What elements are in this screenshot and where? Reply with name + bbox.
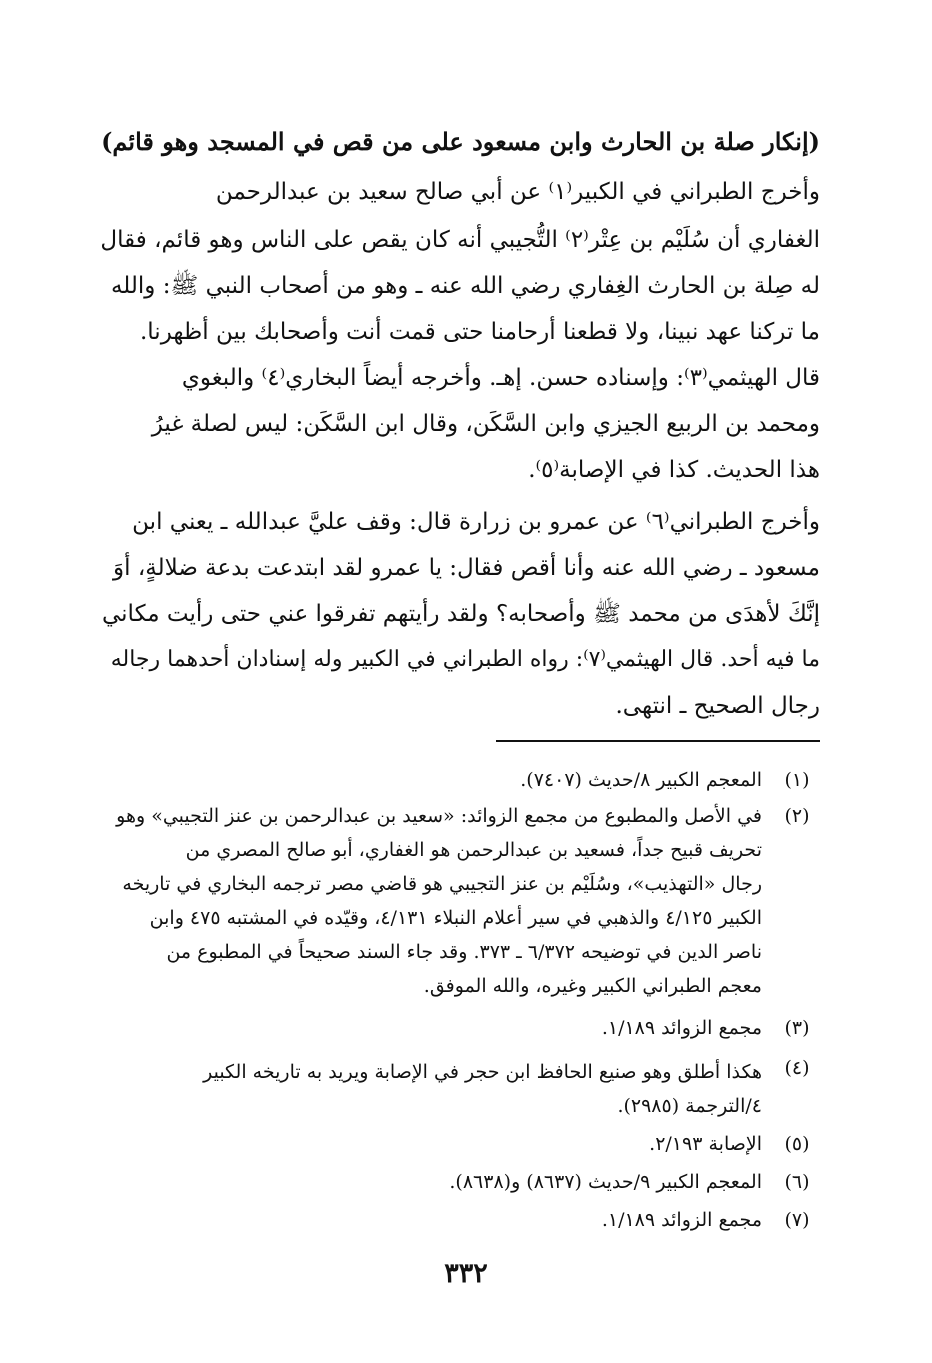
footnote-line: الكبير ٤/١٢٥ والذهبي في سير أعلام النبلاء ٤/١٣١، وقيّده في المشتبه ٤٧٥ وابن <box>149 907 762 929</box>
body-line: ما تركنا عهد نبينا، ولا قطعنا أرحامنا حتى قمت أنت وأصحابك بين أظهرنا. <box>139 319 820 345</box>
body-line: رجال الصحيح ـ انتهى. <box>615 693 820 719</box>
body-line: وأخرج الطبراني في الكبير⁽١⁾ عن أبي صالح سعيد بن عبدالرحمن <box>215 179 820 205</box>
footnote-number: (٦) <box>784 1171 810 1193</box>
body-line: مسعود ـ رضي الله عنه وأنا أقص فقال: يا عمرو لقد ابتدعت بدعة ضلالةٍ، أوَ <box>113 555 820 581</box>
body-line: وأخرج الطبراني⁽٦⁾ عن عمرو بن زرارة قال: وقف عليَّ عبدالله ـ يعني ابن <box>132 509 820 535</box>
section-heading: (إنكار صلة بن الحارث وابن مسعود على من قص في المسجد وهو قائم) <box>101 127 820 156</box>
footnote-line: المعجم الكبير ٩/حديث (٨٦٣٧) و(٨٦٣٨). <box>449 1171 762 1193</box>
footnote-line: في الأصل والمطبوع من مجمع الزوائد: «سعيد بن عبدالرحمن بن عنز التجيبي» وهو <box>116 805 762 827</box>
footnote-number: (٢) <box>784 805 810 827</box>
page-number: ٣٣٢ <box>444 1258 488 1289</box>
footnote-separator <box>496 740 820 742</box>
body-line: هذا الحديث. كذا في الإصابة⁽٥⁾. <box>528 457 820 483</box>
footnote-line: معجم الطبراني الكبير وغيره، والله الموفق. <box>423 975 762 997</box>
body-line: له صِلة بن الحارث الغِفاري رضي الله عنه ـ وهو من أصحاب النبي ﷺ: والله <box>110 273 820 299</box>
footnote-line: رجال «التهذيب»، وسُلَيْم بن عنز التجيبي هو قاضي مصر ترجمه البخاري في تاريخه <box>122 873 762 895</box>
body-line: الغفاري أن سُلَيْم بن عِتْر⁽٢⁾ التُّجيبي أنه كان يقص على الناس وهو قائم، فقال <box>100 227 820 253</box>
footnote-line: مجمع الزوائد ١/١٨٩. <box>601 1209 762 1231</box>
footnote-line: المعجم الكبير ٨/حديث (٧٤٠٧). <box>520 769 762 791</box>
body-line: قال الهيثمي⁽٣⁾: وإسناده حسن. إهـ. وأخرجه أيضاً البخاري⁽٤⁾ والبغوي <box>181 365 820 391</box>
footnote-line: تحريف قبيح جداً، فسعيد بن عبدالرحمن هو الغفاري، أبو صالح المصري من <box>185 839 762 861</box>
footnote-line: مجمع الزوائد ١/١٨٩. <box>601 1017 762 1039</box>
body-line: ومحمد بن الربيع الجيزي وابن السَّكَن، وقال ابن السَّكَن: ليس لصلة غيرُ <box>151 411 820 437</box>
footnote-number: (٧) <box>784 1209 810 1231</box>
footnote-line: هكذا أطلق وهو صنيع الحافظ ابن حجر في الإصابة ويريد به تاريخه الكبير <box>203 1061 762 1083</box>
footnote-line: الإصابة ٢/١٩٣. <box>649 1133 762 1155</box>
footnote-number: (٥) <box>784 1133 810 1155</box>
footnote-number: (٤) <box>784 1057 810 1079</box>
footnote-number: (٣) <box>784 1017 810 1039</box>
body-line: ما فيه أحد. قال الهيثمي⁽٧⁾: رواه الطبراني في الكبير وله إسنادان أحدهما رجاله <box>110 647 820 672</box>
footnote-number: (١) <box>784 769 810 791</box>
footnote-line: ٤/الترجمة (٢٩٨٥). <box>617 1095 762 1117</box>
footnote-line: ناصر الدين في توضيحه ٦/٣٧٢ ـ ٣٧٣. وقد جاء السند صحيحاً في المطبوع من <box>166 941 762 963</box>
body-line: إنَّكَ لأهدَى من محمد ﷺ وأصحابه؟ ولقد رأيتهم تفرقوا عني حتى رأيت مكاني <box>101 601 820 627</box>
